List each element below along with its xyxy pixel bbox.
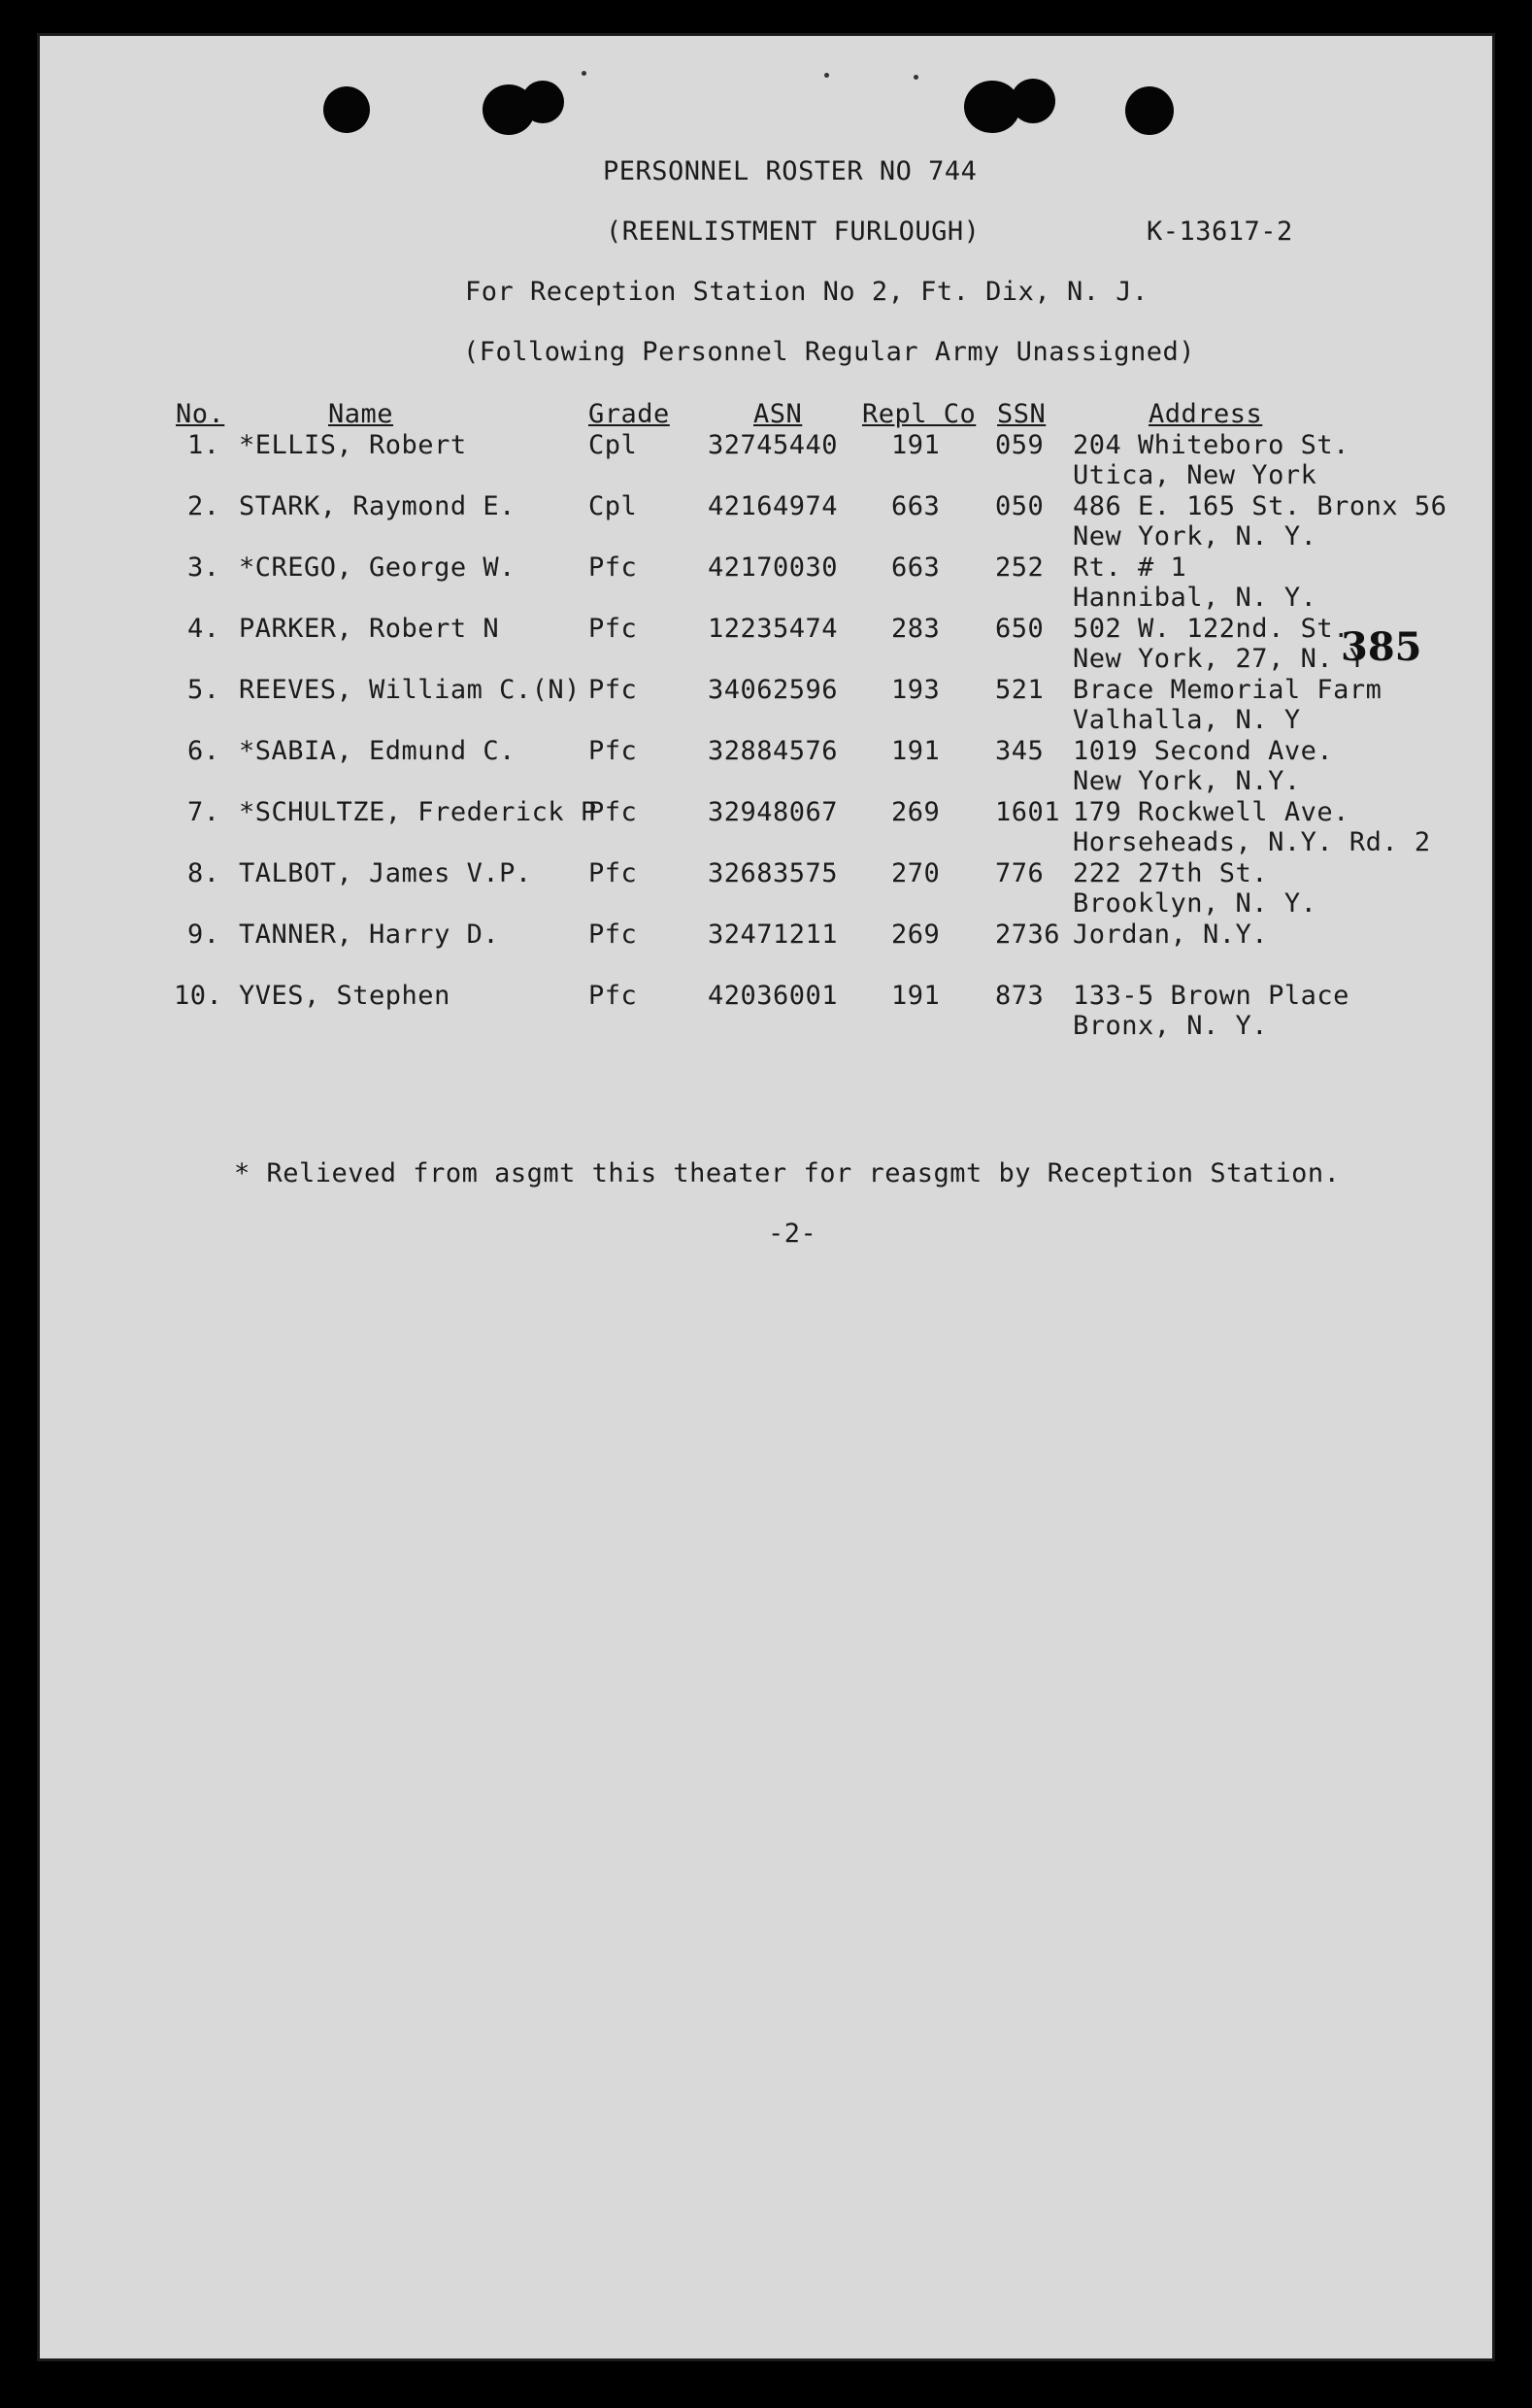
col-header-grade: Grade: [588, 399, 670, 429]
row-name: TALBOT, James V.P.: [239, 858, 532, 888]
row-name: *ELLIS, Robert: [239, 430, 467, 460]
row-name: *SCHULTZE, Frederick P: [239, 797, 597, 827]
row-repl-co: 193: [891, 675, 941, 705]
row-address-line2: Utica, New York: [1073, 460, 1317, 490]
row-asn: 42164974: [708, 491, 839, 521]
row-address-line1: 179 Rockwell Ave.: [1073, 797, 1349, 827]
row-number: 6.: [187, 736, 220, 766]
row-name: PARKER, Robert N: [239, 614, 500, 644]
row-repl-co: 191: [891, 430, 941, 460]
row-asn: 34062596: [708, 675, 839, 705]
reference-number: K-13617-2: [1147, 217, 1293, 247]
col-header-address: Address: [1149, 399, 1263, 429]
row-number: 7.: [187, 797, 220, 827]
row-address-line2: New York, N.Y.: [1073, 766, 1301, 796]
row-ssn: 873: [995, 981, 1045, 1011]
row-address-line1: 1019 Second Ave.: [1073, 736, 1334, 766]
row-ssn: 1601: [995, 797, 1061, 827]
row-number: 10.: [174, 981, 223, 1011]
row-grade: Pfc: [588, 981, 638, 1011]
punch-hole: [1125, 86, 1174, 135]
row-name: *SABIA, Edmund C.: [239, 736, 516, 766]
punch-hole: [1011, 79, 1055, 123]
punch-hole: [521, 81, 564, 123]
row-name: TANNER, Harry D.: [239, 920, 500, 950]
row-number: 4.: [187, 614, 220, 644]
row-grade: Pfc: [588, 858, 638, 888]
row-grade: Pfc: [588, 614, 638, 644]
row-asn: 42170030: [708, 552, 839, 583]
row-repl-co: 663: [891, 491, 941, 521]
row-repl-co: 663: [891, 552, 941, 583]
row-address-line1: 133-5 Brown Place: [1073, 981, 1349, 1011]
roster-subtitle: (REENLISTMENT FURLOUGH): [606, 217, 981, 247]
punch-hole: [323, 86, 370, 133]
row-repl-co: 191: [891, 981, 941, 1011]
row-repl-co: 269: [891, 920, 941, 950]
row-ssn: 2736: [995, 920, 1061, 950]
row-number: 5.: [187, 675, 220, 705]
row-repl-co: 270: [891, 858, 941, 888]
row-address-line1: Brace Memorial Farm: [1073, 675, 1382, 705]
row-asn: 32884576: [708, 736, 839, 766]
row-repl-co: 283: [891, 614, 941, 644]
speck: [824, 73, 829, 78]
row-asn: 32471211: [708, 920, 839, 950]
row-ssn: 776: [995, 858, 1045, 888]
row-repl-co: 269: [891, 797, 941, 827]
destination-line: For Reception Station No 2, Ft. Dix, N. J.: [465, 277, 1149, 307]
row-ssn: 521: [995, 675, 1045, 705]
speck: [582, 71, 586, 76]
page-number: -2-: [768, 1219, 817, 1249]
row-name: *CREGO, George W.: [239, 552, 516, 583]
row-number: 2.: [187, 491, 220, 521]
row-grade: Cpl: [588, 491, 638, 521]
row-name: REEVES, William C.(N): [239, 675, 581, 705]
row-grade: Pfc: [588, 552, 638, 583]
row-number: 8.: [187, 858, 220, 888]
row-address-line1: 204 Whiteboro St.: [1073, 430, 1349, 460]
row-ssn: 059: [995, 430, 1045, 460]
footnote: * Relieved from asgmt this theater for reasgmt by Reception Station.: [234, 1158, 1341, 1188]
col-header-asn: ASN: [753, 399, 803, 429]
row-address-line1: 222 27th St.: [1073, 858, 1269, 888]
row-ssn: 050: [995, 491, 1045, 521]
row-address-line1: Jordan, N.Y.: [1073, 920, 1269, 950]
row-grade: Pfc: [588, 920, 638, 950]
col-header-name: Name: [328, 399, 394, 429]
row-ssn: 650: [995, 614, 1045, 644]
row-ssn: 345: [995, 736, 1045, 766]
row-address-line2: New York, 27, N. Y: [1073, 644, 1366, 674]
row-grade: Pfc: [588, 675, 638, 705]
row-ssn: 252: [995, 552, 1045, 583]
row-grade: Pfc: [588, 736, 638, 766]
row-address-line1: 502 W. 122nd. St.: [1073, 614, 1349, 644]
row-asn: 32683575: [708, 858, 839, 888]
row-address-line2: Brooklyn, N. Y.: [1073, 888, 1317, 919]
speck: [914, 75, 918, 80]
row-address-line1: Rt. # 1: [1073, 552, 1187, 583]
col-header-ssn: SSN: [997, 399, 1047, 429]
document-sheet: [37, 33, 1495, 2361]
row-address-line1: 486 E. 165 St. Bronx 56: [1073, 491, 1448, 521]
row-asn: 32948067: [708, 797, 839, 827]
row-number: 1.: [187, 430, 220, 460]
row-address-line2: Horseheads, N.Y. Rd. 2: [1073, 827, 1431, 857]
row-asn: 32745440: [708, 430, 839, 460]
row-name: STARK, Raymond E.: [239, 491, 516, 521]
row-address-line2: New York, N. Y.: [1073, 521, 1317, 552]
row-address-line2: Hannibal, N. Y.: [1073, 583, 1317, 613]
page-stamp-number: 385: [1341, 624, 1422, 670]
row-number: 3.: [187, 552, 220, 583]
row-repl-co: 191: [891, 736, 941, 766]
personnel-note: (Following Personnel Regular Army Unassigned): [463, 337, 1195, 367]
row-grade: Cpl: [588, 430, 638, 460]
row-grade: Pfc: [588, 797, 638, 827]
col-header-repl: Repl Co: [862, 399, 977, 429]
roster-title: PERSONNEL ROSTER NO 744: [603, 156, 978, 186]
row-address-line2: Valhalla, N. Y: [1073, 705, 1301, 735]
row-asn: 12235474: [708, 614, 839, 644]
row-number: 9.: [187, 920, 220, 950]
row-asn: 42036001: [708, 981, 839, 1011]
row-name: YVES, Stephen: [239, 981, 450, 1011]
col-header-no: No.: [176, 399, 225, 429]
row-address-line2: Bronx, N. Y.: [1073, 1011, 1269, 1041]
